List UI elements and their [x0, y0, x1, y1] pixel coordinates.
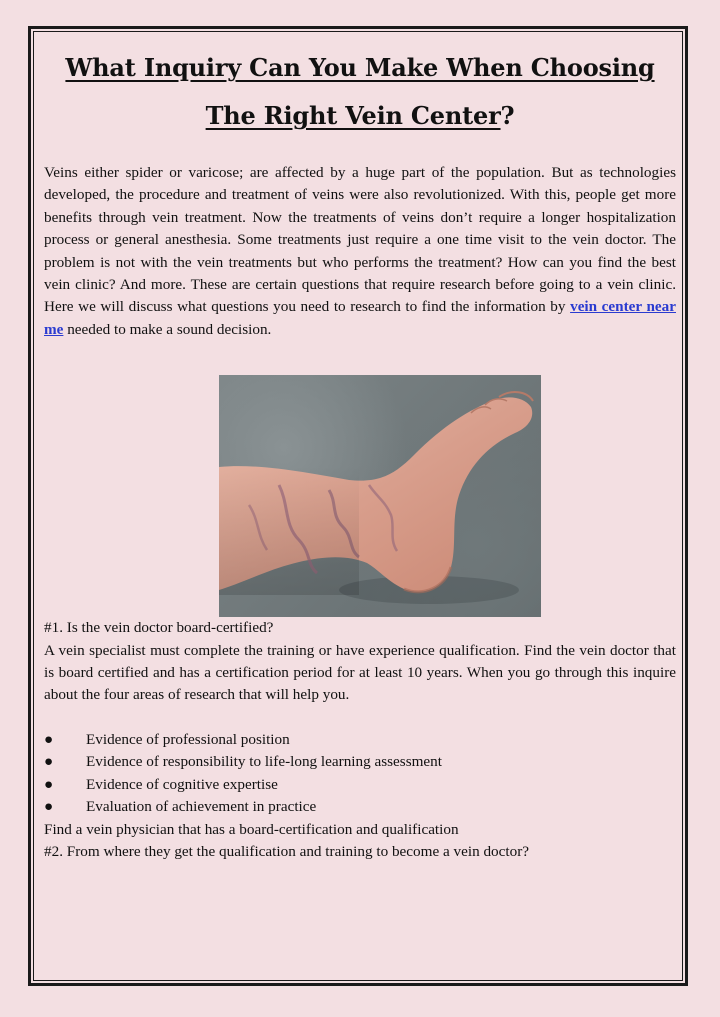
- bullet-marker: ●: [44, 775, 54, 793]
- title-question-mark: ?: [500, 101, 515, 130]
- title-line-1: What Inquiry Can You Make When Choosing: [65, 53, 655, 82]
- find-physician-text: Find a vein physician that has a board-certification and qualification: [44, 820, 459, 838]
- leg-illustration: [219, 375, 541, 617]
- document-content: [44, 44, 676, 863]
- question-1: #1. Is the vein doctor board-certified?: [44, 619, 274, 637]
- bullet-marker: ●: [44, 753, 54, 771]
- intro-text-end: needed to make a sound decision.: [63, 320, 272, 338]
- leg-photo: [219, 375, 541, 617]
- intro-text: Veins either spider or varicose; are affected by a huge part of the population. But as technologies developed, the procedure and treatment of veins were also revolutionized. With this, people get more benefits through vein treatment. Now the treatments of veins don’t require a longer hospitalization process or general anesthesia. Some treatments just require a one time visit to the vein doctor. The problem is not with the vein treatments but who performs the treatment? How can you find the best vein clinic? And more. These are certain questions that require research before going to a vein clinic. Here we will discuss what questions you need to research to find the information by: [44, 164, 676, 316]
- list-item-text: Evidence of professional position: [86, 730, 290, 748]
- bullet-list: [44, 729, 676, 819]
- list-item-text: Evidence of responsibility to life-long learning assessment: [86, 753, 442, 771]
- photo-container: [44, 375, 676, 617]
- list-item-text: Evidence of cognitive expertise: [86, 775, 278, 793]
- vein-center-link[interactable]: vein center near me: [44, 298, 676, 338]
- bullet-marker: ●: [44, 730, 54, 748]
- paragraph-2: A vein specialist must complete the training or have experience qualification. Find the vein doctor that is board certified and has a certification period for at least 10 years. When you go through this inquire about the four areas of research that will help you.: [44, 641, 676, 704]
- list-item: [44, 796, 676, 818]
- page-title: [44, 44, 676, 140]
- list-item: [44, 774, 676, 796]
- intro-paragraph: [44, 162, 676, 341]
- question-2: #2. From where they get the qualification and training to become a vein doctor?: [44, 842, 529, 860]
- title-line-2: The Right Vein Center: [205, 101, 501, 130]
- list-item: [44, 751, 676, 773]
- bullet-marker: ●: [44, 798, 54, 816]
- list-item: [44, 729, 676, 751]
- list-item-text: Evaluation of achievement in practice: [86, 798, 317, 816]
